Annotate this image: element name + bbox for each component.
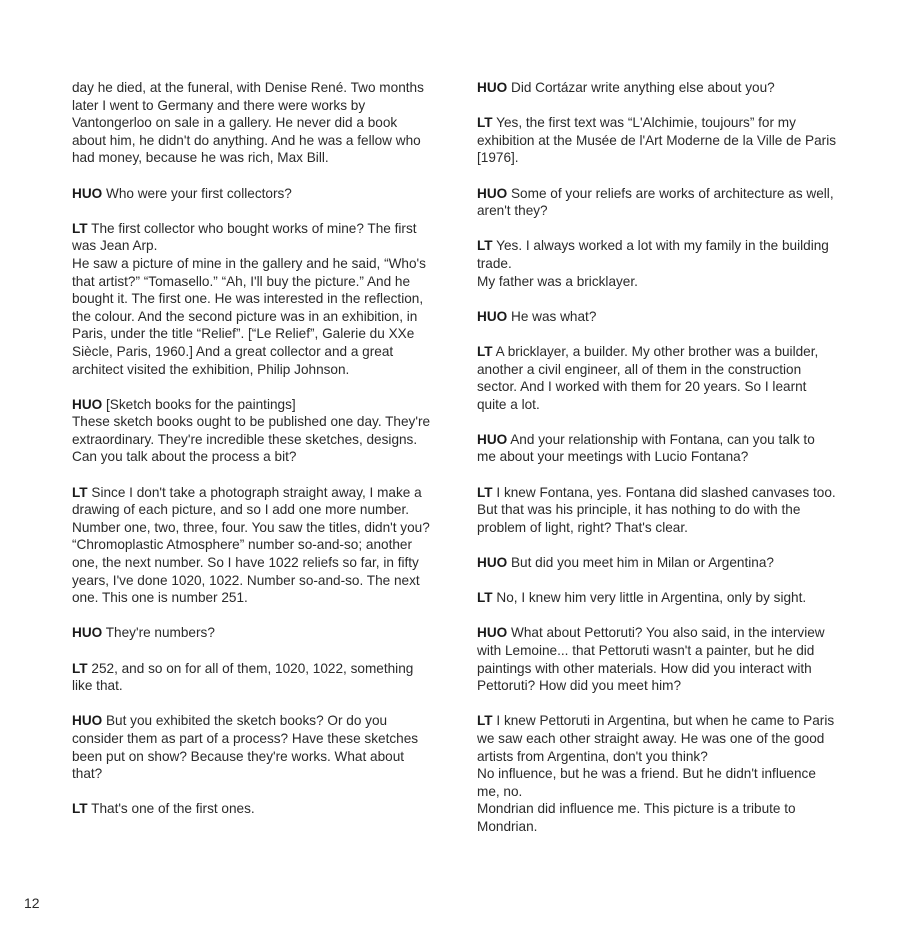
speaker-label: HUO <box>72 625 103 641</box>
speaker-label: HUO <box>477 625 508 641</box>
paragraph <box>72 396 434 466</box>
paragraph <box>72 185 434 203</box>
paragraph <box>477 589 837 607</box>
paragraph-text: Who were your first collectors? <box>102 185 292 201</box>
speaker-label: HUO <box>477 555 508 571</box>
speaker-label: LT <box>72 220 88 236</box>
paragraph <box>72 624 434 642</box>
paragraph-text: He was what? <box>507 308 597 324</box>
speaker-label: LT <box>477 115 493 131</box>
speaker-label: LT <box>477 713 493 729</box>
speaker-label: LT <box>72 801 88 817</box>
right-column <box>477 79 837 853</box>
paragraph <box>477 431 837 466</box>
paragraph-text: And your relationship with Fontana, can you talk to me about your meetings with Lucio Fontana? <box>477 431 815 465</box>
paragraph <box>72 220 434 378</box>
paragraph <box>477 185 837 220</box>
paragraph-text: I knew Fontana, yes. Fontana did slashed canvases too. But that was his principle, it has nothing to do with the problem of light, right? That's clear. <box>477 484 836 535</box>
paragraph <box>477 237 837 290</box>
paragraph <box>72 79 434 167</box>
speaker-label: LT <box>72 484 88 500</box>
page-number: 12 <box>24 895 40 911</box>
speaker-label: HUO <box>477 80 508 95</box>
paragraph <box>477 308 837 326</box>
paragraph <box>477 114 837 167</box>
paragraph-text: Did Cortázar write anything else about you? <box>507 80 775 95</box>
speaker-label: LT <box>477 238 493 254</box>
paragraph-text: What about Pettoruti? You also said, in the interview with Lemoine... that Pettoruti wasn't a painter, but he did paintings with other materials. How did you interact with Pettoruti? How did you meet him? <box>477 625 825 694</box>
paragraph-text: That's one of the first ones. <box>87 801 255 817</box>
paragraph-text: day he died, at the funeral, with Denise René. Two months later I went to Germany and there were works by Vantongerloo on sale in a gallery. He never did a book about him, he didn't do anything. And he was a fellow who had money, because he was rich, Max Bill. <box>72 80 424 166</box>
paragraph-text: The first collector who bought works of mine? The first was Jean Arp. He saw a picture of mine in the gallery and he said, “Who's that artist?” “Tomasello.” “Ah, I'll buy the picture.” And he bought it. The first one. He was interested in the reflection, the colour. And the second picture was in an exhibition, in Paris, under the title “Relief”. [“Le Relief”, Galerie du XXe Siècle, Paris, 1960.] And a great collector and a great architect visited the exhibition, Philip Johnson. <box>72 220 426 377</box>
paragraph-text: Yes, the first text was “L'Alchimie, toujours” for my exhibition at the Musée de l'Art Moderne de la Ville de Paris [1976]. <box>477 115 837 166</box>
paragraph <box>477 484 837 537</box>
paragraph-text: [Sketch books for the paintings] These sketch books ought to be published one day. They're extraordinary. They're incredible these sketches, designs. Can you talk about the process a bit? <box>72 396 431 465</box>
paragraph-text: Since I don't take a photograph straight away, I make a drawing of each picture, and so I add one more number. Number one, two, three, four. You saw the titles, didn't you? “Chromoplastic Atmosphere” number so-and-so; another one, the next number. So I have 1022 reliefs so far, in fifty years, I've done 1020, 1022. Number so-and-so. The next one. This one is number 251. <box>72 484 430 606</box>
paragraph <box>72 484 434 607</box>
paragraph <box>477 712 837 835</box>
paragraph-text: Yes. I always worked a lot with my family in the building trade. My father was a bricklayer. <box>477 238 829 289</box>
speaker-label: LT <box>477 590 493 606</box>
speaker-label: HUO <box>477 308 508 324</box>
paragraph <box>72 800 434 818</box>
paragraph <box>72 712 434 782</box>
paragraph-text: A bricklayer, a builder. My other brother was a builder, another a civil engineer, all of them in the construction sector. And I worked with them for 20 years. So I learnt quite a lot. <box>477 343 819 412</box>
speaker-label: HUO <box>477 431 508 447</box>
speaker-label: HUO <box>72 185 103 201</box>
paragraph-text: Some of your reliefs are works of architecture as well, aren't they? <box>477 185 834 219</box>
speaker-label: LT <box>477 343 493 359</box>
speaker-label: HUO <box>477 185 508 201</box>
speaker-label: HUO <box>72 713 103 729</box>
paragraph-text: I knew Pettoruti in Argentina, but when he came to Paris we saw each other straight away. He was one of the good artists from Argentina, don't you think? No influence, but he was a friend. But he didn't influence me, no. Mondrian did influence me. This picture is a tribute to Mondrian. <box>477 713 835 834</box>
speaker-label: LT <box>72 660 88 676</box>
speaker-label: HUO <box>72 396 103 412</box>
paragraph-text: They're numbers? <box>102 625 215 641</box>
paragraph-text: But you exhibited the sketch books? Or do you consider them as part of a process? Have these sketches been put on show? Because they're works. What about that? <box>72 713 419 782</box>
paragraph <box>477 343 837 413</box>
paragraph <box>477 624 837 694</box>
speaker-label: LT <box>477 484 493 500</box>
paragraph <box>477 79 837 97</box>
paragraph <box>477 554 837 572</box>
paragraph <box>72 660 434 695</box>
paragraph-text: But did you meet him in Milan or Argentina? <box>507 555 774 571</box>
left-column <box>72 79 434 836</box>
paragraph-text: 252, and so on for all of them, 1020, 1022, something like that. <box>72 660 414 694</box>
paragraph-text: No, I knew him very little in Argentina, only by sight. <box>492 590 807 606</box>
